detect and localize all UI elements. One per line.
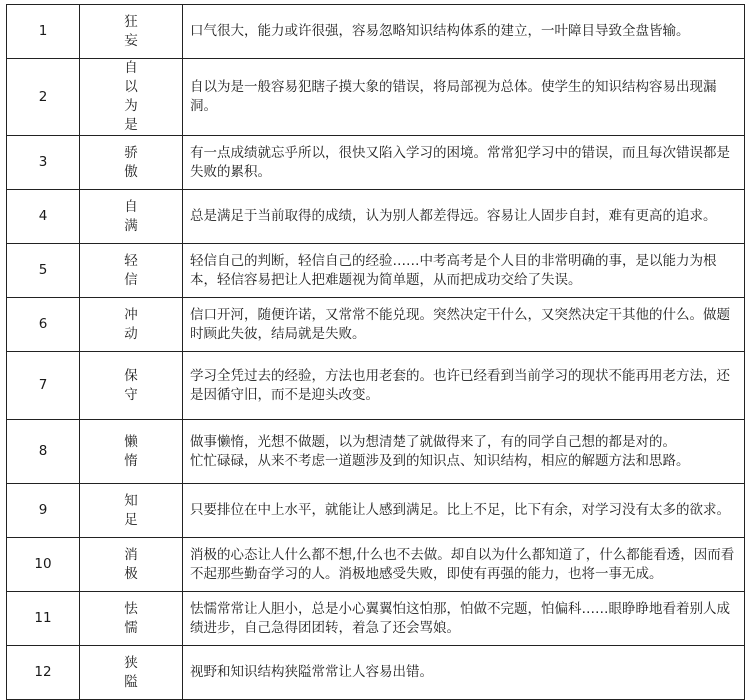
table-row (7, 5, 745, 59)
trait-description: 有一点成绩就忘乎所以，很快又陷入学习的困境。常常犯学习中的错误，而且每次错误都是失败的累积。 (183, 136, 745, 190)
table-row (7, 592, 745, 646)
table-row (7, 59, 745, 136)
trait-name: 懒惰 (80, 420, 183, 484)
table-row (7, 420, 745, 484)
row-number: 1 (7, 5, 80, 59)
row-number: 7 (7, 352, 80, 420)
trait-name: 轻信 (80, 244, 183, 298)
trait-name: 骄傲 (80, 136, 183, 190)
trait-name: 狭隘 (80, 646, 183, 700)
table-row (7, 244, 745, 298)
trait-description: 总是满足于当前取得的成绩，认为别人都差得远。容易让人固步自封，难有更高的追求。 (183, 190, 745, 244)
table-row (7, 352, 745, 420)
trait-description: 怯懦常常让人胆小，总是小心翼翼怕这怕那，怕做不完题，怕偏科……眼睁睁地看着别人成绩进步，自己急得团团转，着急了还会骂娘。 (183, 592, 745, 646)
row-number: 11 (7, 592, 80, 646)
table-row (7, 484, 745, 538)
trait-name: 消极 (80, 538, 183, 592)
trait-name: 狂妄 (80, 5, 183, 59)
row-number: 10 (7, 538, 80, 592)
table-row (7, 646, 745, 700)
trait-description: 信口开河，随便许诺，又常常不能兑现。突然决定干什么，又突然决定干其他的什么。做题时顾此失彼，结局就是失败。 (183, 298, 745, 352)
trait-name: 冲动 (80, 298, 183, 352)
row-number: 5 (7, 244, 80, 298)
trait-description: 口气很大，能力或许很强，容易忽略知识结构体系的建立，一叶障目导致全盘皆输。 (183, 5, 745, 59)
trait-description: 自以为是一般容易犯瞎子摸大象的错误，将局部视为总体。使学生的知识结构容易出现漏洞。 (183, 59, 745, 136)
trait-description: 做事懒惰，光想不做题，以为想清楚了就做得来了，有的同学自己想的都是对的。 忙忙碌碌，从来不考虑一道题涉及到的知识点、知识结构，相应的解题方法和思路。 (183, 420, 745, 484)
trait-name: 怯懦 (80, 592, 183, 646)
table-row (7, 190, 745, 244)
trait-name: 保守 (80, 352, 183, 420)
row-number: 9 (7, 484, 80, 538)
trait-name: 知足 (80, 484, 183, 538)
trait-name: 自满 (80, 190, 183, 244)
row-number: 4 (7, 190, 80, 244)
row-number: 2 (7, 59, 80, 136)
trait-description: 轻信自己的判断，轻信自己的经验……中考高考是个人目的非常明确的事，是以能力为根本，轻信容易把让人把难题视为简单题，从而把成功交给了失误。 (183, 244, 745, 298)
trait-description: 学习全凭过去的经验，方法也用老套的。也许已经看到当前学习的现状不能再用老方法，还是因循守旧，而不是迎头改变。 (183, 352, 745, 420)
table-row (7, 298, 745, 352)
table-row (7, 538, 745, 592)
table-row (7, 136, 745, 190)
trait-description: 消极的心态让人什么都不想,什么也不去做。却自以为什么都知道了，什么都能看透，因而看不起那些勤奋学习的人。消极地感受失败，即使有再强的能力，也将一事无成。 (183, 538, 745, 592)
row-number: 6 (7, 298, 80, 352)
trait-description: 视野和知识结构狭隘常常让人容易出错。 (183, 646, 745, 700)
trait-name: 自以为是 (80, 59, 183, 136)
row-number: 3 (7, 136, 80, 190)
row-number: 8 (7, 420, 80, 484)
row-number: 12 (7, 646, 80, 700)
traits-table (6, 4, 745, 700)
trait-description: 只要排位在中上水平，就能让人感到满足。比上不足，比下有余，对学习没有太多的欲求。 (183, 484, 745, 538)
